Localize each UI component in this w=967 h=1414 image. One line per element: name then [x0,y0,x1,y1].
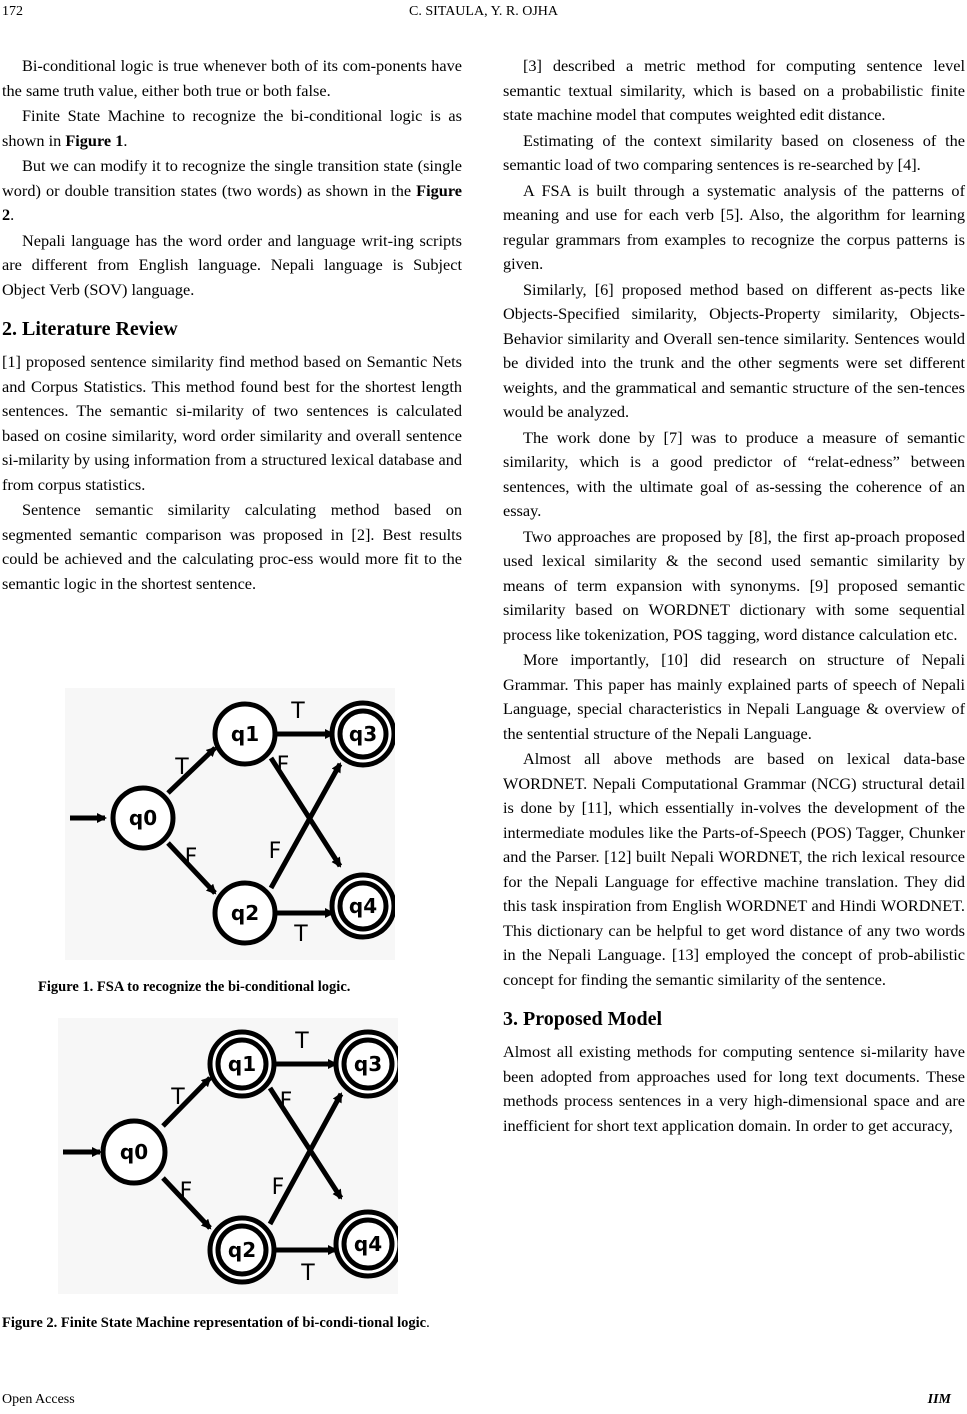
transition-label: F [276,753,290,778]
transition-label: F [271,1175,285,1200]
paragraph: Two approaches are proposed by [8], the first ap-proach proposed used lexical similarity & the second used semantic similarity by means of term expansion with synonyms. [9] proposed semantic similarity based on WORDNET dictionary with some sequential process like tokenization, POS tagging, word distance calculation etc. [503,526,965,644]
transition-label: F [179,1179,193,1204]
state-label: q2 [230,901,260,925]
footer-journal-abbrev: IIM [927,1392,951,1407]
paragraph: The work done by [7] was to produce a measure of semantic similarity, which is a good predictor of “relat-edness” between sentences, with the ultimate goal of as-sessing the coherence of an essay. [503,427,965,520]
paragraph: Bi-conditional logic is true whenever both of its com-ponents have the same truth value, either both true or both false. [2,56,462,100]
footer-open-access: Open Access [2,1392,75,1407]
right-column [503,54,965,1139]
left-column [2,54,462,597]
state-label: q3 [348,722,378,746]
running-head-authors: C. SITAULA, Y. R. OJHA [408,4,558,19]
figure-reference: Figure 1 [65,130,124,150]
figure-1-fsa-diagram [65,688,395,960]
transition-label: F [184,845,198,870]
paragraph: Similarly, [6] proposed method based on different as-pects like Objects-Specified similarity, Objects-Property similarity, Objects-Behavior similarity and Overall sen-tence similarity. Sentences would be divided into the trunk and the other segments were set different weights, and the grammatical and semantic structure of the sen-tences would be analyzed. [503,279,965,421]
paragraph: But we can modify it to recognize the single transition state (single word) or double transition states (two words) as shown in the Figure 2. [2,156,462,224]
paragraph: A FSA is built through a systematic analysis of the patterns of meaning and use for each verb [5]. Also, the algorithm for learning regular grammars from examples to recognize the corpus patterns is given. [503,180,965,273]
transition-label: T [171,1085,185,1110]
page-number: 172 [2,4,23,19]
state-label: q3 [353,1052,383,1076]
paragraph: More importantly, [10] did research on structure of Nepali Grammar. This paper has mainly explained parts of speech of Nepali Language, special characteristics in Nepali Language & overview of the sentential structure of the Nepali Language. [503,650,965,743]
transition-label: T [295,1029,309,1054]
transition-label: F [279,1089,293,1114]
state-label: q1 [230,722,260,746]
paragraph: Finite State Machine to recognize the bi-conditional logic is as shown in Figure 1. [2,106,462,150]
state-label: q0 [119,1140,149,1164]
transition-label: T [175,755,189,780]
state-label: q4 [353,1232,383,1256]
figure-2-fsm-diagram [58,1018,398,1294]
state-label: q4 [348,894,378,918]
transition-label: F [268,839,282,864]
figure-reference: Figure 2 [2,180,462,224]
transition-label: T [291,699,305,724]
section-heading: 2. Literature Review [2,318,178,340]
paragraph: [3] described a metric method for computing sentence level semantic textual similarity, which is based on a probabilistic finite state machine model that computes weighted edit distance. [503,56,965,124]
state-label: q1 [227,1052,257,1076]
paragraph: Estimating of the context similarity based on closeness of the semantic load of two comparing sentences is re-searched by [4]. [503,130,965,174]
paragraph: Sentence semantic similarity calculating method based on segmented semantic comparison was proposed in [2]. Best results could be achieved and the calculating proc-ess would more fit to the semantic logic in the shortest sentence. [2,500,462,593]
state-label: q2 [227,1238,257,1262]
state-label: q0 [128,806,158,830]
transition-label: T [294,922,308,947]
running-header [0,0,967,28]
figure-1-caption: Figure 1. FSA to recognize the bi-conditional logic. [38,979,351,995]
transition-label: T [301,1261,315,1286]
paragraph: Nepali language has the word order and language writ-ing scripts are different from English language. Nepali language is Subject Object Verb (SOV) language. [2,230,462,299]
paragraph: Almost all existing methods for computing sentence si-milarity have been adopted from approaches used for long text documents. These methods process sentences in a very high-dimensional space and are inefficient for short text application domain. In order to get accuracy, [503,1042,965,1135]
paragraph: [1] proposed sentence similarity find method based on Semantic Nets and Corpus Statistics. This method found best for the shortest length sentences. The semantic si-milarity of two sentences is calculated based on cosine similarity, word order similarity and overall sentence si-milarity by using information from a structured lexical database and from corpus statistics. [2,352,462,494]
figure-2-caption: Figure 2. Finite State Machine representation of bi-condi-tional logic. [2,1315,430,1331]
paragraph: Almost all above methods are based on lexical data-base WORDNET. Nepali Computational Grammar (NCG) structural detail is done by [11], which essentially in-volves the development of the intermediate modules like the Parts-of-Speech (POS) Tagger, Chunker and the Parser. [12] built Nepali WORDNET, the rich lexical resource for the Nepali Language for effective machine translation. They did this task inspiration from English WORDNET and Hindi WORDNET. This dictionary can be helpful to get word distance of any two words in the Nepali Language. [13] employed the concept of prob-abilistic concept for finding the semantic similarity of the sentence. [503,749,965,989]
section-heading: 3. Proposed Model [503,1008,663,1030]
